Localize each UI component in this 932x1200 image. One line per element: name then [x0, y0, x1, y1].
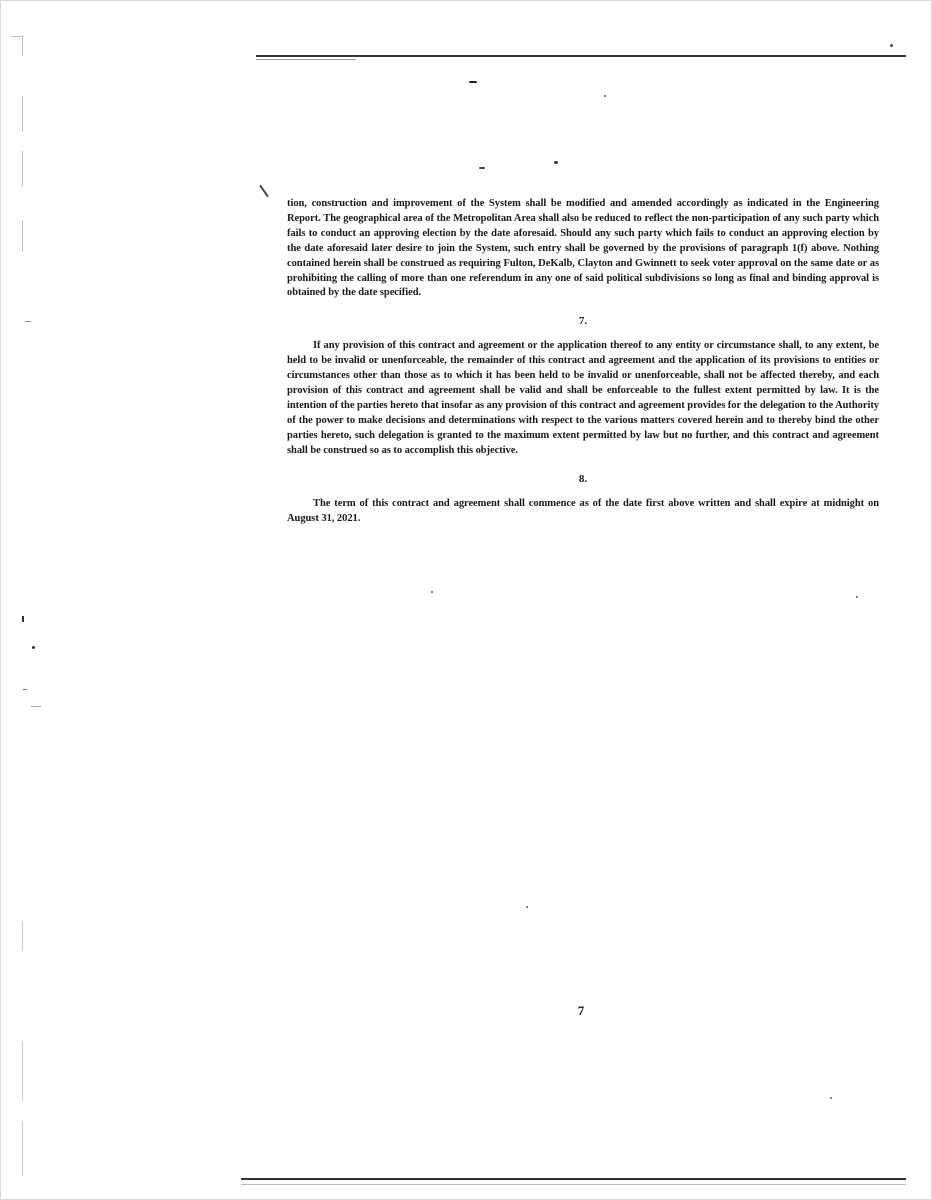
section-7-number: 7.	[578, 315, 588, 328]
binding-mark	[22, 221, 23, 251]
binding-margin	[1, 1, 41, 1200]
binding-mark	[22, 1121, 23, 1176]
binding-mark	[25, 321, 31, 322]
binding-mark	[22, 36, 23, 56]
binding-mark	[32, 646, 35, 649]
section-7-text: If any provision of this contract and agreement or the application thereof to any entity or circumstance shall, to any extent, be held to be invalid or unenforceable, the remainder of this contract and agreement and the application of its provisions to entities or circumstances other than those as to which it has been held to be invalid or unenforceable, shall not be affected thereby, and each provision of this contract and agreement shall be valid and shall be enforceable to the fullest extent permitted by law. It is the intention of the parties hereto that insofar as any provision of this contract and agreement provides for the delegation to the Authority of the power to make decisions and determinations with respect to the various matters covered herein and to thereby bind the other parties hereto, such delegation is granted to the maximum extent permitted by law but no further, and this contract and agreement shall be construed so as to accomplish this objective.	[287, 340, 879, 456]
bottom-rule	[241, 1178, 906, 1180]
binding-mark	[22, 151, 23, 186]
scan-speck	[554, 161, 558, 164]
bottom-rule-shadow	[241, 1184, 906, 1185]
binding-mark	[31, 706, 41, 707]
binding-mark	[22, 921, 23, 951]
scan-speck	[431, 591, 433, 593]
document-body	[287, 197, 879, 526]
top-rule-shadow	[256, 59, 356, 60]
scan-speck	[259, 185, 269, 198]
section-8-number: 8.	[578, 472, 588, 485]
scan-speck	[469, 81, 477, 83]
scan-speck	[890, 44, 893, 47]
scan-speck	[479, 167, 485, 169]
section-8-text: The term of this contract and agreement shall commence as of the date first above written and shall expire at midnight on August 31, 2021.	[287, 497, 879, 524]
scan-speck	[526, 906, 528, 908]
scan-speck	[830, 1097, 832, 1099]
page-number: 7	[577, 1003, 585, 1018]
scan-speck	[856, 596, 858, 598]
top-rule	[256, 55, 906, 57]
binding-mark	[22, 96, 23, 131]
continuation-paragraph: tion, construction and improvement of the System shall be modified and amended accordingly as indicated in the Engineering Report. The geographical area of the Metropolitan Area shall also be reduced to reflect the non-participation of any such party which fails to conduct an approving election by the date aforesaid. Should any such party which fails to conduct an approving election by the date aforesaid later desire to join the System, such entry shall be governed by the provisions of paragraph 1(f) above. Nothing contained herein shall be construed as requiring Fulton, DeKalb, Clayton and Gwinnett to seek voter approval on the same date or as prohibiting the calling of more than one referendum in any one of said political subdivisions so long as final and binding approval is obtained by the date specified.	[287, 198, 879, 299]
binding-mark	[23, 689, 27, 690]
binding-mark	[22, 616, 24, 622]
binding-mark	[22, 1041, 23, 1101]
scan-speck	[604, 95, 606, 97]
